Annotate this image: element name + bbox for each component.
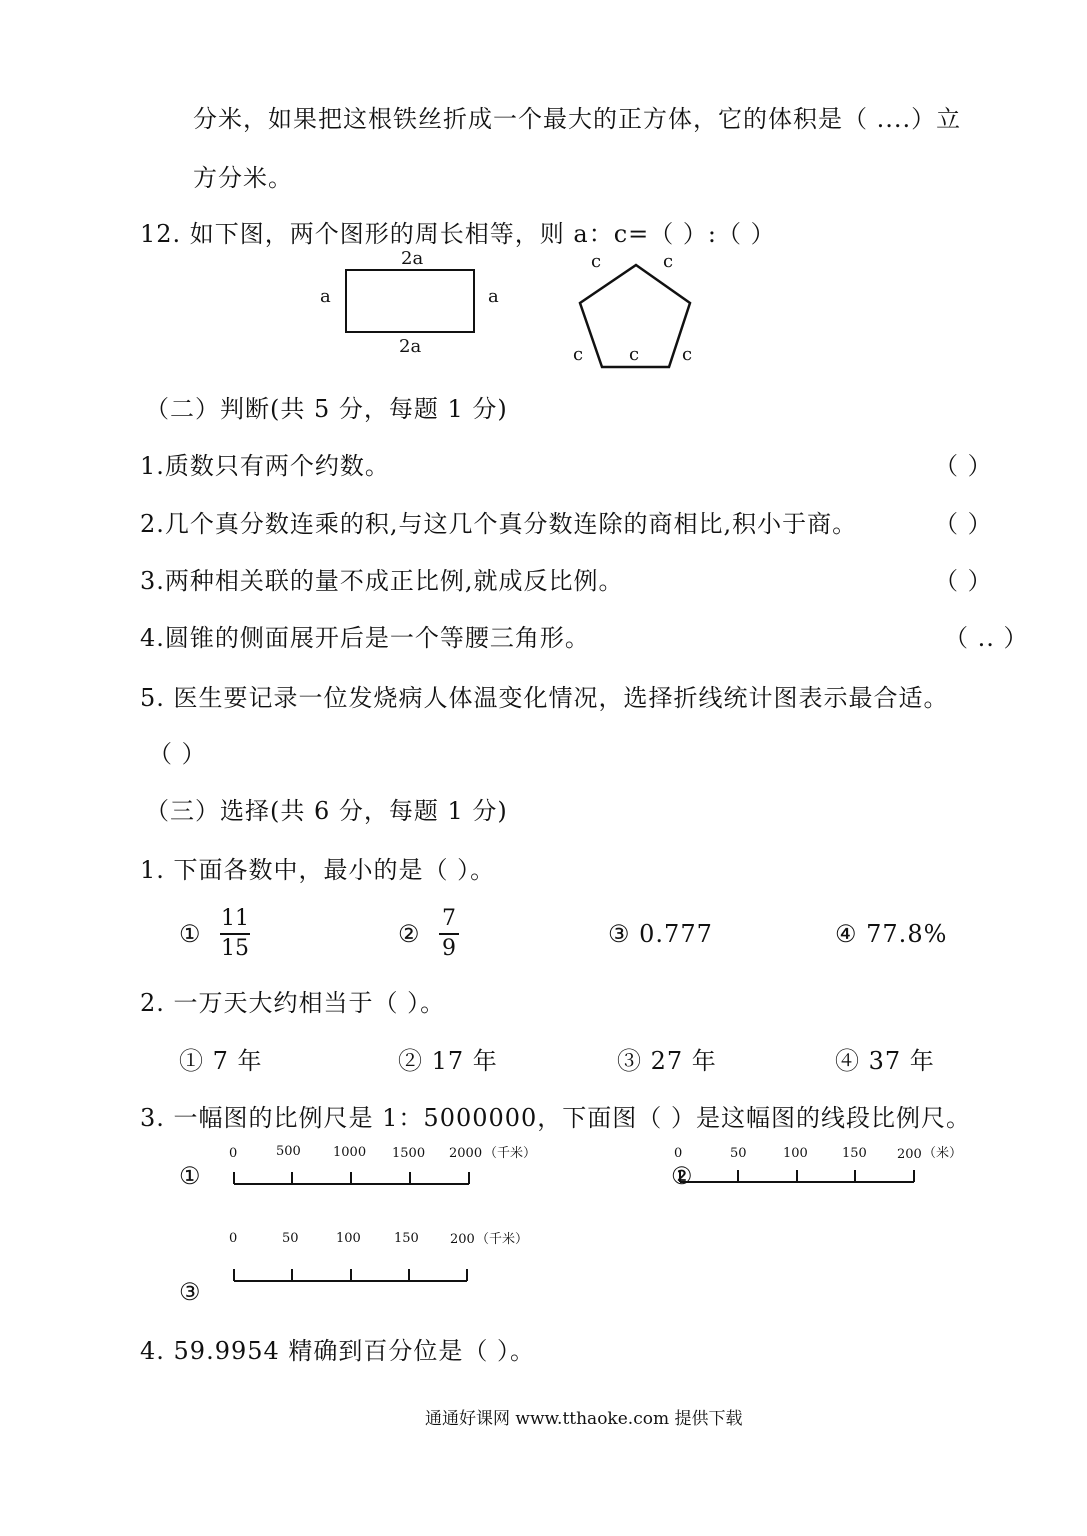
pent-label-bottom: c — [629, 344, 640, 365]
fraction-7-9 — [439, 908, 459, 960]
ruler-2-tick-150: 150 — [842, 1146, 867, 1161]
question-12-text: 12. 如下图，两个图形的周长相等，则 a：c=（ ）:（ ） — [140, 220, 776, 248]
choice-q2-opt3: ③ 27 年 — [617, 1047, 717, 1075]
ruler-1-unit: （千米） — [484, 1146, 537, 1161]
ruler-2-unit: （米） — [923, 1146, 963, 1161]
ruler-1-tick-2000: 2000 — [449, 1146, 483, 1161]
judge-item-2: 2.几个真分数连乘的积,与这几个真分数连除的商相比,积小于商。 — [140, 510, 858, 538]
fraction-11-15-denominator: 15 — [221, 936, 249, 961]
ruler-2-tick-100: 100 — [783, 1146, 808, 1161]
ruler-2-mark: ② — [671, 1162, 694, 1190]
pent-label-top-left: c — [591, 251, 602, 272]
choice-q1-opt2-mark: ② — [398, 920, 421, 948]
ruler-2-tick-200: 200 — [897, 1147, 922, 1162]
rect-top-label: 2a — [401, 248, 424, 269]
rect-bottom-label: 2a — [399, 336, 422, 357]
ruler-1-tick-1500: 1500 — [392, 1146, 426, 1161]
fraction-bar — [220, 933, 250, 935]
question-11-continuation-line-2: 方分米。 — [193, 164, 293, 192]
ruler-1-tick-0: 0 — [229, 1146, 238, 1161]
scale-ruler-3 — [234, 1269, 467, 1281]
ruler-3-tick-50: 50 — [282, 1231, 299, 1246]
ruler-3-tick-200: 200 — [450, 1232, 475, 1247]
pent-label-bottom-right: c — [682, 344, 693, 365]
pent-label-top-right: c — [663, 251, 674, 272]
judge-item-3-paren: （ ） — [934, 567, 993, 595]
judge-item-4: 4.圆锥的侧面展开后是一个等腰三角形。 — [140, 624, 590, 652]
scale-ruler-2 — [680, 1170, 914, 1182]
choice-q1-opt3: ③ 0.777 — [608, 920, 713, 948]
choice-q2-text: 2. 一万天大约相当于（ ）。 — [140, 989, 446, 1017]
judge-item-1-paren: （ ） — [934, 452, 993, 480]
judge-item-5: 5. 医生要记录一位发烧病人体温变化情况，选择折线统计图表示最合适。 — [140, 684, 949, 712]
ruler-2-tick-0: 0 — [674, 1146, 683, 1161]
judge-item-1: 1.质数只有两个约数。 — [140, 452, 390, 480]
ruler-3-mark: ③ — [179, 1278, 202, 1306]
scale-ruler-1 — [234, 1172, 469, 1184]
fraction-7-9-numerator: 7 — [442, 906, 456, 931]
ruler-3-tick-150: 150 — [394, 1231, 419, 1246]
judge-item-5-paren: （ ） — [148, 740, 207, 768]
rectangle-figure — [346, 270, 474, 332]
judge-heading: （二）判断(共 5 分，每题 1 分) — [145, 395, 508, 423]
ruler-1-tick-500: 500 — [276, 1144, 301, 1159]
judge-item-2-paren: （ ） — [934, 510, 993, 538]
ruler-1-mark: ① — [179, 1162, 202, 1190]
fraction-bar — [439, 933, 459, 935]
choice-heading: （三）选择(共 6 分，每题 1 分) — [145, 797, 508, 825]
fraction-11-15 — [220, 908, 250, 960]
rect-right-label: a — [488, 286, 499, 307]
rect-left-label: a — [320, 286, 331, 307]
question-11-continuation-line-1: 分米，如果把这根铁丝折成一个最大的正方体，它的体积是（ ....）立 — [193, 105, 962, 133]
ruler-3-unit: （千米） — [476, 1232, 529, 1247]
choice-q2-opt1: ① 7 年 — [179, 1047, 263, 1075]
judge-item-3: 3.两种相关联的量不成正比例,就成反比例。 — [140, 567, 624, 595]
choice-q3-text: 3. 一幅图的比例尺是 1：5000000，下面图（ ）是这幅图的线段比例尺。 — [140, 1104, 971, 1132]
choice-q2-opt4: ④ 37 年 — [835, 1047, 935, 1075]
choice-q1-opt1-mark: ① — [179, 920, 202, 948]
fraction-11-15-numerator: 11 — [221, 906, 249, 931]
choice-q4-text: 4. 59.9954 精确到百分位是（ ）。 — [140, 1337, 536, 1365]
ruler-3-tick-100: 100 — [336, 1231, 361, 1246]
choice-q1-text: 1. 下面各数中，最小的是（ ）。 — [140, 856, 496, 884]
footer-credit: 通通好课网 www.tthaoke.com 提供下载 — [425, 1409, 743, 1429]
fraction-7-9-denominator: 9 — [442, 936, 456, 961]
pent-label-bottom-left: c — [573, 344, 584, 365]
choice-q1-opt4: ④ 77.8% — [835, 920, 948, 948]
ruler-3-tick-0: 0 — [229, 1231, 238, 1246]
ruler-2-tick-50: 50 — [730, 1146, 747, 1161]
judge-item-4-paren: （ .. ） — [944, 624, 1029, 652]
ruler-1-tick-1000: 1000 — [333, 1145, 367, 1160]
choice-q2-opt2: ② 17 年 — [398, 1047, 498, 1075]
